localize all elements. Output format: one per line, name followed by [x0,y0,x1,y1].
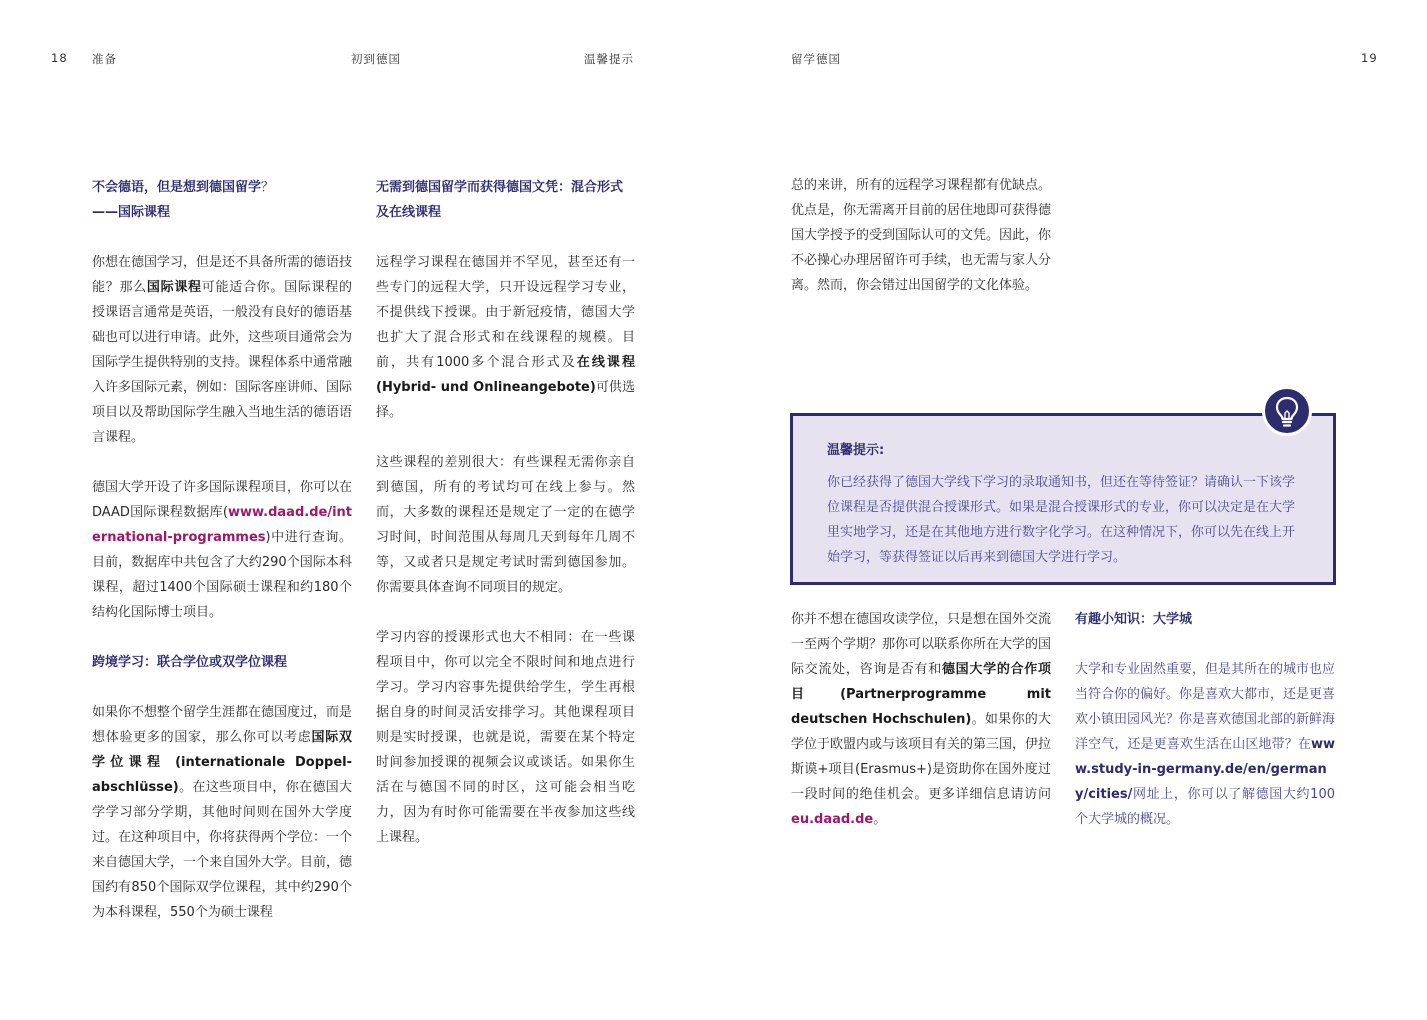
text-segment: 可供选择。 [376,380,635,420]
link-study-in-germany[interactable]: www.study-in-germany.de/en/germany/cities/ [1075,737,1335,802]
link-eu-daad[interactable]: eu.daad.de [791,812,874,827]
text-segment: 德国大学开设了许多国际课程项目，你可以在DAAD国际课程数据库( [92,480,353,520]
text-segment: 网址上，你可以了解德国大约100个大学城的概况。 [1075,787,1335,827]
paragraph-teaching-formats: 学习内容的授课形式也大不相同：在一些课程项目中，你可以完全不限时间和地点进行学习。学习内容事先提供给学生，学生再根据自身的时间灵活安排学习。其他课程项目则是实时授课，也就是说，需要在某个特定时间参加授课的视频会议或谈话。如果你生活在与德国不同的时区，这可能会相当吃力，因为有时你可能需要在半夜参加这些线上课程。 [376,630,635,845]
paragraph-course-differences: 这些课程的差别很大：有些课程无需你亲自到德国，所有的考试均可在线上参与。然而，大多数的课程还是规定了一定的在德学习时间，时间范围从每周几天到每年几周不等，又或者只是规定考试时需到德国参加。你需要具体查询不同项目的规定。 [376,455,635,595]
text-segment: 。 [873,812,887,827]
lightbulb-icon [1262,386,1312,436]
heading-question-mark: ？ [261,180,275,195]
column-fun-fact [1075,607,1335,857]
text-segment: 。在这些项目中，你在德国大学学习部分学期，其他时间则在国外大学度过。在这种项目中，你将获得两个学位：一个来自德国大学，一个来自国外大学。目前，德国约有850个国际双学位课程，其中约290个为本科课程，550个为硕士课程 [92,780,353,920]
paragraph-intl-database [92,475,352,625]
text-segment: 如果你不想整个留学生涯都在德国度过，而是想体验更多的国家，那么你可以考虑 [92,705,353,745]
text-segment: )中进行查询。目前，数据库中共包含了大约290个国际本科课程，超过1400个国际硕士课程和约180个结构化国际博士项目。 [92,530,352,620]
link-daad-intl-programmes[interactable]: www.daad.de/international-programmes [92,505,352,545]
header-section-arrival[interactable]: 初到德国 [351,52,401,66]
column-exchange [791,607,1051,857]
left-page-number: 18 [51,51,68,65]
tip-box [790,413,1336,585]
bold-double-degree: 国际双学位课程 (internationale Doppelabschlüsse) [92,730,352,795]
column-online-courses [376,175,635,875]
header-section-prepare[interactable]: 准备 [92,52,117,66]
heading-line1: 不会德语，但是想到德国留学 [92,180,262,195]
bold-intl-courses: 国际课程 [146,280,202,295]
column-international-programmes [92,175,352,950]
bold-online-courses: 在线课程(Hybrid- und Onlineangebote) [376,355,635,395]
heading-fun-fact: 有趣小知识：大学城 [1075,612,1193,627]
heading-online-courses: 无需到德国留学而获得德国文凭：混合形式及在线课程 [376,180,624,220]
text-segment: 你并不想在德国攻读学位，只是想在国外交流一至两个学期？那你可以联系你所在大学的国际交流处，咨询是否有和 [791,612,1052,677]
text-segment: 大学和专业固然重要，但是其所在的城市也应当符合你的偏好。你是喜欢大都市，还是更喜欢小镇田园风光？你是喜欢德国北部的新鲜海洋空气，还是更喜欢生活在山区地带？在 [1075,662,1336,752]
header-section-study[interactable]: 留学德国 [791,52,841,66]
header-section-tips[interactable]: 温馨提示 [584,52,634,66]
heading-international-programmes [92,175,352,225]
lightbulb-icon-svg [1265,389,1309,433]
column-summary [791,173,1051,323]
paragraph-summary: 总的来讲，所有的远程学习课程都有优缺点。优点是，你无需离开目前的居住地即可获得德国大学授予的受到国际认可的文凭。因此，你不必操心办理居留许可手续，也无需与家人分离。然而，你会错过出国留学的文化体验。 [791,178,1052,293]
paragraph-double-degree [92,700,352,925]
heading-line2: ——国际课程 [92,205,171,220]
text-segment: 可能适合你。国际课程的授课语言通常是英语，一般没有良好的德语基础也可以进行申请。此外，这些项目通常会为国际学生提供特别的支持。课程体系中通常融入许多国际元素，例如：国际客座讲师、国际项目以及帮助国际学生融入当地生活的德语语言课程。 [92,280,353,445]
heading-double-degree: 跨境学习：联合学位或双学位课程 [92,655,288,670]
tip-title: 温馨提示: [827,443,885,458]
paragraph-university-cities [1075,657,1335,832]
text-segment: 远程学习课程在德国并不罕见，甚至还有一些专门的远程大学，只开设远程学习专业，不提供线下授课。由于新冠疫情，德国大学也扩大了混合形式和在线课程的规模。目前，共有1000多个混合形式及 [376,255,635,370]
paragraph-intl-intro [92,250,352,450]
tip-body: 你已经获得了德国大学线下学习的录取通知书，但还在等待签证？请确认一下该学位课程是否提供混合授课形式。如果是混合授课形式的专业，你可以决定是在大学里实地学习，还是在其他地方进行数字化学习。在这种情况下，你可以先在线上开始学习，等获得签证以后再来到德国大学进行学习。 [827,475,1296,565]
paragraph-exchange [791,607,1051,832]
right-page-number: 19 [1361,51,1378,65]
paragraph-distance-learning [376,250,635,425]
text-segment: 你想在德国学习，但是还不具备所需的德语技能？那么 [92,255,353,295]
text-segment: 。如果你的大学位于欧盟内或与该项目有关的第三国，伊拉斯谟+项目(Erasmus+)是资助你在国外度过一段时间的绝佳机会。更多详细信息请访问 [791,712,1052,802]
bold-partner-programmes: 德国大学的合作项目(Partnerprogramme mit deutschen Hochschulen) [791,662,1051,727]
